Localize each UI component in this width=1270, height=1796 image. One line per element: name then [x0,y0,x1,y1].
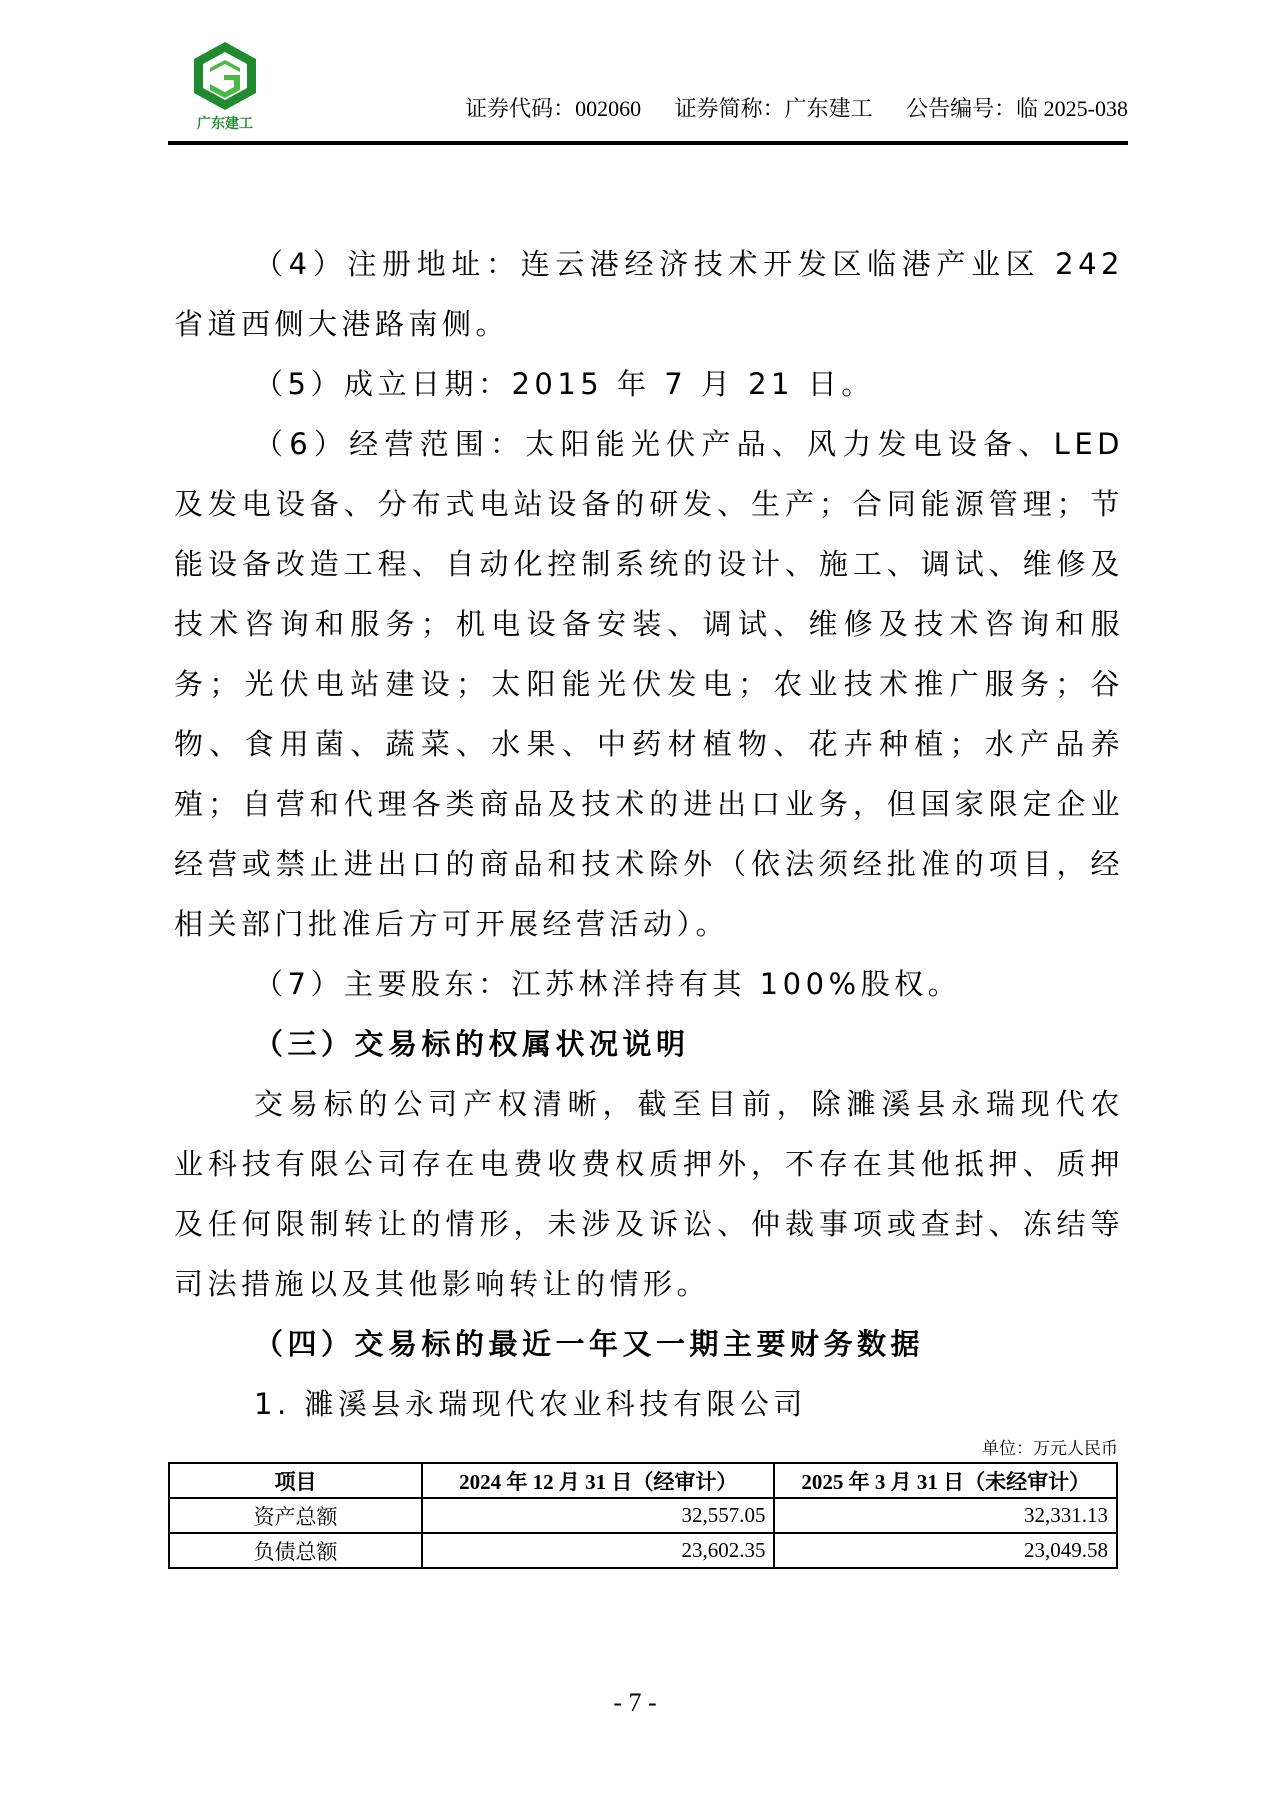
header-info [437,92,1128,123]
subheading-company: 1. 濉溪县永瑞现代农业科技有限公司 [254,1387,807,1421]
document-body [174,234,1124,1434]
page-number: - 7 - [613,1688,657,1717]
paragraph-ownership: 交易标的公司产权清晰，截至目前，除濉溪县永瑞现代农业科技有限公司存在电费收费权质押外，不存在其他抵押、质押及任何限制转让的情形，未涉及诉讼、仲裁事项或查封、冻结等司法措施以及其他影响转让的情形。 [174,1087,1124,1301]
table-header-cell: 2025 年 3 月 31 日（未经审计） [774,1463,1117,1498]
notice-number: 公告编号：临 2025-038 [906,96,1128,121]
company-logo [190,40,260,136]
stock-name: 证券简称：广东建工 [674,96,873,121]
table-header-cell: 项目 [169,1463,422,1498]
section-heading-financials: （四）交易标的最近一年又一期主要财务数据 [254,1327,925,1361]
section-heading-ownership: （三）交易标的权属状况说明 [254,1027,690,1061]
table-row [169,1498,1117,1533]
table-cell: 23,049.58 [774,1533,1117,1568]
logo-text: 广东建工 [197,116,253,132]
table-cell: 32,331.13 [774,1498,1117,1533]
stock-code: 证券代码：002060 [465,96,642,121]
table-header-cell: 2024 年 12 月 31 日（经审计） [422,1463,774,1498]
table-cell: 负债总额 [169,1533,422,1568]
paragraph-establish-date: （5）成立日期：2015 年 7 月 21 日。 [254,367,875,401]
paragraph-shareholder: （7）主要股东：江苏林洋持有其 100%股权。 [254,967,962,1001]
header-divider [168,141,1128,145]
table-cell: 资产总额 [169,1498,422,1533]
financial-table [168,1462,1118,1569]
logo-g-icon [190,40,260,112]
table-unit: 单位：万元人民币 [982,1439,1118,1459]
table-cell: 23,602.35 [422,1533,774,1568]
table-row [169,1533,1117,1568]
table-header-row [169,1463,1117,1498]
paragraph-business-scope: （6）经营范围：太阳能光伏产品、风力发电设备、LED 及发电设备、分布式电站设备的研发、生产；合同能源管理；节能设备改造工程、自动化控制系统的设计、施工、调试、维修及技术咨询和服务；机电设备安装、调试、维修及技术咨询和服务；光伏电站建设；太阳能光伏发电；农业技术推广服务；谷物、食用菌、蔬菜、水果、中药材植物、花卉种植；水产品养殖；自营和代理各类商品及技术的进出口业务，但国家限定企业经营或禁止进出口的商品和技术除外（依法须经批准的项目，经相关部门批准后方可开展经营活动）。 [174,427,1124,941]
page-header [168,40,1128,150]
paragraph-registered-address: （4）注册地址：连云港经济技术开发区临港产业区 242 省道西侧大港路南侧。 [174,247,1124,341]
table-cell: 32,557.05 [422,1498,774,1533]
